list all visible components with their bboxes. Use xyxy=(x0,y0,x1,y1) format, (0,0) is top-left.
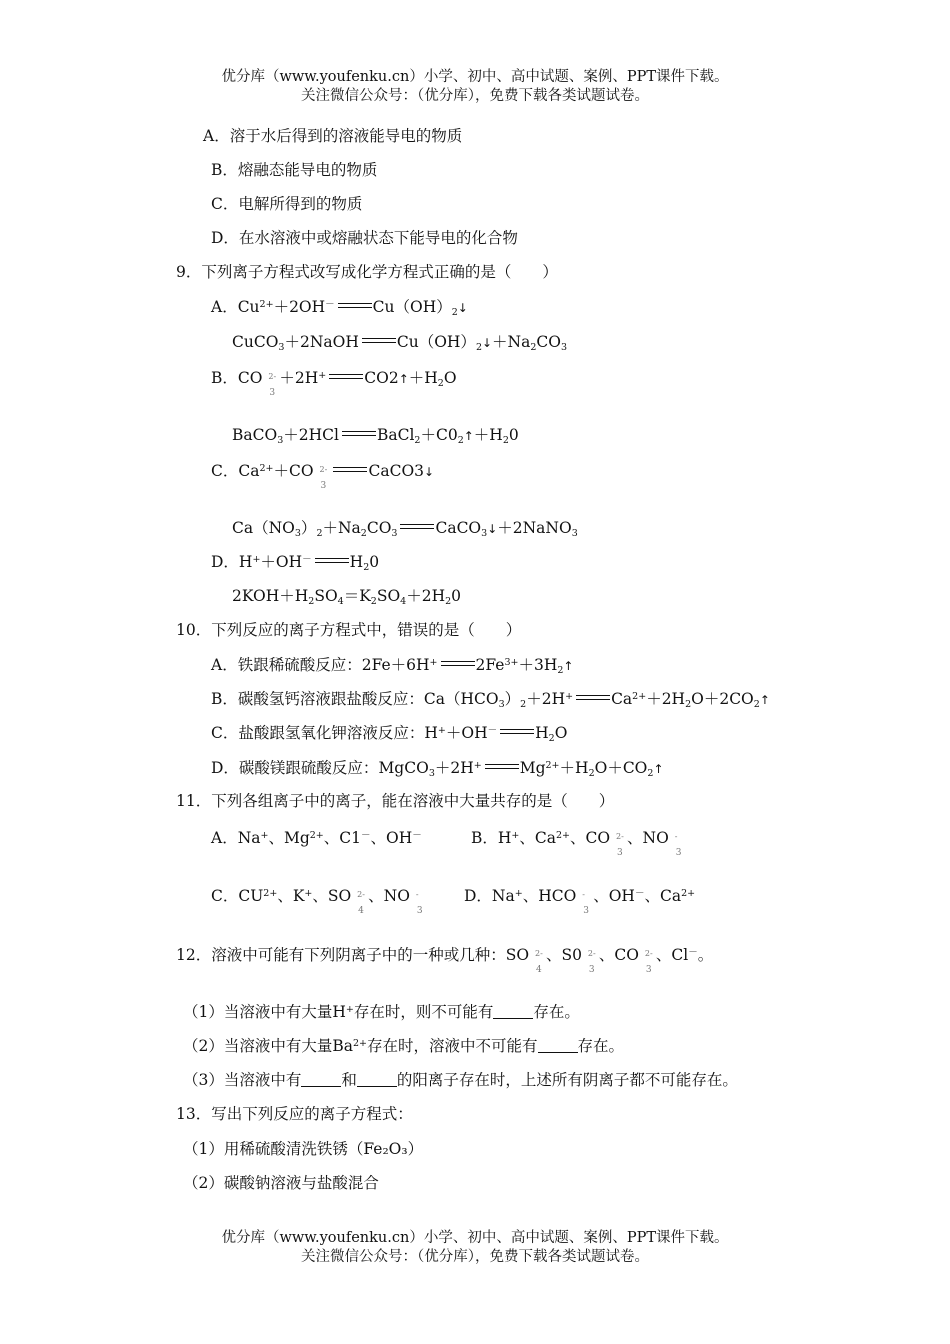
q10-stem: 10．下列反应的离子方程式中，错误的是（ ） xyxy=(176,621,522,639)
q10-option-a-label: A．铁跟稀硫酸反应： xyxy=(211,656,362,674)
up-arrow-icon: ↑ xyxy=(398,372,409,386)
q12-part-1-text-c: 存在。 xyxy=(533,1003,580,1021)
equals-sign xyxy=(400,524,434,529)
down-arrow-icon: ↓ xyxy=(424,465,435,479)
q11-option-b: B．H+、$Ca^{2+}$、CO 2- 3 、NO - 3 xyxy=(471,828,686,848)
answer-blank[interactable] xyxy=(493,1003,533,1019)
bicarbonate-charge: - 3 xyxy=(582,890,589,916)
q9-option-c-ionic: C．$Ca^{2+}+CO$ 2- 3 CaCO3↓ xyxy=(211,462,435,491)
q9-option-a-molecular: CuCO$_3$＋2NaOH $Cu(OH)_2↓+Na_2CO_3$ xyxy=(232,333,568,353)
answer-blank[interactable] xyxy=(538,1037,578,1053)
footer-line-1: 优分库（www.youfenku.cn）小学、初中、高中试题、案例、PPT课件下载。 xyxy=(221,1230,729,1246)
equals-sign xyxy=(333,467,367,472)
q10-option-d-label: D．碳酸镁跟硫酸反应： xyxy=(211,759,379,777)
q9-option-a-ionic: A．$Cu^{2+}+2OH^-$ $Cu(OH)_2↓$ xyxy=(211,298,468,318)
q10-option-a: A．铁跟稀硫酸反应：2Fe＋6H+ $2Fe^{3+}+3H_2↑$ xyxy=(211,656,574,676)
q9-option-c-molecular: $Ca(NO_3)_2+Na_2CO_3$ CaCO$_3$↓＋2NaNO$_3$ xyxy=(232,519,578,539)
q12-part-1-text-b: 存在时，则不可能有 xyxy=(353,1003,494,1021)
down-arrow-icon: ↓ xyxy=(457,301,468,315)
q12-part-3-text-c: 的阳离子存在时，上述所有阴离子都不可能存在。 xyxy=(396,1071,738,1089)
up-arrow-icon: ↑ xyxy=(759,693,770,707)
equals-sign xyxy=(500,729,534,734)
q9-stem: 9．下列离子方程式改写成化学方程式正确的是（ ） xyxy=(176,263,558,281)
equals-sign xyxy=(576,695,610,700)
q12-part-1: （1）当溶液中有大量H+存在时，则不可能有 存在。 xyxy=(183,1003,580,1021)
equals-sign xyxy=(441,661,475,666)
up-arrow-icon: ↑ xyxy=(463,429,474,443)
q11-option-d: D．Na+、HCO - 3 、OH－、$Ca^{2+}$ xyxy=(464,887,696,916)
q8-option-c: C．电解所得到的物质 xyxy=(211,195,363,213)
carbonate-charge: 2- 3 xyxy=(644,949,653,975)
q10-option-c-label: C．盐酸跟氢氧化钾溶液反应： xyxy=(211,724,425,742)
carbonate-charge: 2- 3 xyxy=(616,832,624,858)
q9-option-d-molecular: $2KOH+H_2SO_4=K_2SO_4+2H_20$ xyxy=(232,587,462,607)
q10-option-b: B．碳酸氢钙溶液跟盐酸反应：$Ca(HCO_3)_2+2H^+$ $Ca^{2+}+2H_2O+2CO_2↑$ xyxy=(211,690,770,710)
q12-stem: 12．溶液中可能有下列阴离子中的一种或几种：SO 2- 4 、S0 2- 3 、CO 2- 3 、Cl－。 xyxy=(176,946,714,975)
q12-part-2-text-b: 存在时，溶液中不可能有 xyxy=(367,1037,538,1055)
footer-line-2: 关注微信公众号：（优分库），免费下载各类试题试卷。 xyxy=(301,1249,649,1265)
q11-option-a: A．Na+、$Mg^{2+}$、C1－、OH－ xyxy=(211,829,422,847)
equals-sign xyxy=(338,303,372,308)
q10-option-c: C．盐酸跟氢氧化钾溶液反应：H+＋OH－ $H_2O$ xyxy=(211,724,568,744)
q10-option-d: D．碳酸镁跟硫酸反应：MgCO$_3$＋2H+ $Mg^{2+}+H_2O+CO_2↑$ xyxy=(211,759,664,779)
equals-sign xyxy=(362,338,396,343)
q12-part-2: （2）当溶液中有大量$Ba^{2+}$存在时，溶液中不可能有 存在。 xyxy=(183,1037,625,1055)
q11-option-c: C．$CU^{2+}$、K+、SO 2- 4 、NO - 3 xyxy=(211,886,427,906)
q9-option-d-ionic: D．H+＋OH－ $H_20$ xyxy=(211,553,380,573)
equals-sign xyxy=(329,374,363,379)
carbonate-charge: 2- 3 xyxy=(319,465,328,491)
up-arrow-icon: ↑ xyxy=(563,659,574,673)
q12-part-3 xyxy=(183,1070,738,1090)
q8-option-d: D．在水溶液中或熔融状态下能导电的化合物 xyxy=(211,229,518,247)
equals-sign xyxy=(485,764,519,769)
equals-sign xyxy=(342,431,376,436)
up-arrow-icon: ↑ xyxy=(653,762,664,776)
nitrate-charge: - 3 xyxy=(674,832,682,858)
sulfate-charge: 2- 4 xyxy=(357,890,365,916)
answer-blank[interactable] xyxy=(301,1071,341,1087)
q10-option-b-label: B．碳酸氢钙溶液跟盐酸反应： xyxy=(211,690,424,708)
down-arrow-icon: ↓ xyxy=(481,336,493,350)
q13-part-1: （1）用稀硫酸清洗铁锈（Fe₂O₃） xyxy=(183,1140,424,1158)
nitrate-charge: - 3 xyxy=(415,890,423,916)
header-line-1: 优分库（www.youfenku.cn）小学、初中、高中试题、案例、PPT课件下载。 xyxy=(221,69,729,85)
carbonate-charge: 2- 3 xyxy=(268,372,277,398)
q13-stem: 13．写出下列反应的离子方程式： xyxy=(176,1105,413,1123)
down-arrow-icon: ↓ xyxy=(487,522,498,536)
q9-option-b-molecular: BaCO$_3$＋2HCl $BaCl_2+C0_2↑+H_20$ xyxy=(232,426,519,446)
q12-part-2-text-a: （2）当溶液中有大量Ba xyxy=(183,1037,353,1055)
q12-part-3-text-b: 和 xyxy=(341,1071,357,1089)
q12-part-3-text-a: （3）当溶液中有 xyxy=(183,1071,302,1089)
q9-option-b-ionic: B．CO 2- 3 ＋2H+ $CO2↑+H_2O$ xyxy=(211,369,457,398)
sulfate-charge: 2- 4 xyxy=(535,949,543,975)
q11-stem: 11．下列各组离子中的离子，能在溶液中大量共存的是（ ） xyxy=(176,792,615,810)
equals-sign xyxy=(315,558,349,563)
q12-stem-text: 12．溶液中可能有下列阴离子中的一种或几种： xyxy=(176,946,506,964)
q8-option-b: B．熔融态能导电的物质 xyxy=(211,161,378,179)
answer-blank[interactable] xyxy=(357,1071,397,1087)
q13-part-2: （2）碳酸钠溶液与盐酸混合 xyxy=(183,1174,379,1192)
q12-part-1-text-a: （1）当溶液中有大量H xyxy=(183,1003,346,1021)
header-line-2: 关注微信公众号：（优分库），免费下载各类试题试卷。 xyxy=(301,88,649,104)
q8-option-a: A．溶于水后得到的溶液能导电的物质 xyxy=(203,127,463,145)
q12-part-2-text-c: 存在。 xyxy=(577,1037,625,1055)
sulfite-charge: 2- 3 xyxy=(587,949,596,975)
